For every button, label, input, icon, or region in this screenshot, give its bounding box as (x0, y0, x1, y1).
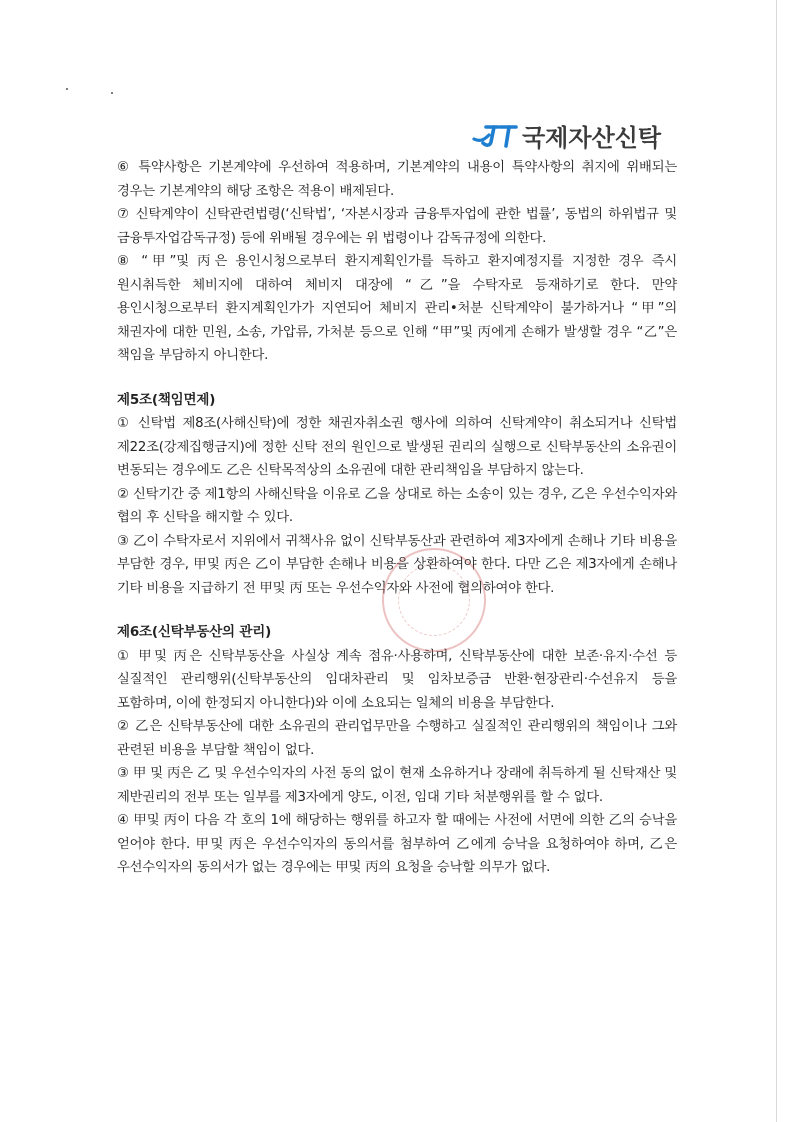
article-5-clause-1: ① 신탁법 제8조(사해신탁)에 정한 채권자취소권 행사에 의하여 신탁계약이 취소되거나 신탁법 제22조(강제집행금지)에 정한 신탁 전의 원인으로 발생된 권리의 실행으로 신탁부동산의 소유권이 변동되는 경우에도 乙은 신탁목적상의 소유권에 대한 관리책임을 부담하지 않는다. (117, 416, 677, 478)
article-5-clause-2: ② 신탁기간 중 제1항의 사해신탁을 이유로 乙을 상대로 하는 소송이 있는 경우, 乙은 우선수익자와 협의 후 신탁을 해지할 수 있다. (117, 486, 677, 525)
scan-speck (111, 92, 113, 94)
scan-speck (66, 88, 68, 90)
article-6-clause-4: ④ 甲및 丙이 다음 각 호의 1에 해당하는 행위를 하고자 할 때에는 사전에 서면에 의한 乙의 승낙을 얻어야 한다. 甲및 丙은 우선수익자의 동의서를 첨부하여 乙에게 승낙을 요청하여야 하며, 乙은 우선수익자의 동의서가 없는 경우에는 甲및 丙의 요청을 승낙할 의무가 없다. (117, 813, 677, 875)
article-5-title: 제5조(책임면제) (117, 391, 216, 408)
clause-7-laws: ⑦ 신탁계약이 신탁관련법령(‘신탁법’, ‘자본시장과 금융투자업에 관한 법률’, 동법의 하위법규 및 금융투자업감독규정) 등에 위배될 경우에는 위 법령이나 감독규정에 의한다. (117, 207, 677, 246)
company-logo-icon (472, 122, 518, 148)
document-body (117, 156, 677, 880)
page-edge-line (776, 0, 777, 1122)
article-6-clause-3: ③ 甲 및 丙은 乙 및 우선수익자의 사전 동의 없이 현재 소유하거나 장래에 취득하게 될 신탁재산 및 제반권리의 전부 또는 일부를 제3자에게 양도, 이전, 임대 기타 처분행위를 할 수 없다. (117, 766, 677, 805)
article-6-clause-2: ② 乙은 신탁부동산에 대한 소유권의 관리업무만을 수행하고 실질적인 관리행위의 책임이나 그와 관련된 비용을 부담할 책임이 없다. (117, 719, 677, 758)
article-5-clause-3: ③ 乙이 수탁자로서 지위에서 귀책사유 없이 신탁부동산과 관련하여 제3자에게 손해나 기타 비용을 부담한 경우, 甲및 丙은 乙이 부담한 손해나 비용을 상환하여야 한다. 다만 乙은 제3자에게 손해나 기타 비용을 지급하기 전 甲및 丙 또는 우선수익자와 사전에 협의하여야 한다. (117, 533, 677, 596)
article-6-clause-1: ① 甲및 丙은 신탁부동산을 사실상 계속 점유·사용하며, 신탁부동산에 대한 보존·유지·수선 등 실질적인 관리행위(신탁부동산의 임대차관리 및 임차보증금 반환·현장관리·수선유지 등을 포함하며, 이에 한정되지 아니한다)와 이에 소요되는 일체의 비용을 부담한다. (117, 648, 677, 711)
clause-6-special-terms: ⑥ 특약사항은 기본계약에 우선하여 적용하며, 기본계약의 내용이 특약사항의 취지에 위배되는 경우는 기본계약의 해당 조항은 적용이 배제된다. (117, 160, 677, 199)
company-name: 국제자산신탁 (522, 123, 662, 152)
company-logo (472, 118, 661, 152)
article-6-title: 제6조(신탁부동산의 관리) (117, 624, 272, 640)
clause-8-land-readjustment: ⑧ “甲”및 丙은 용인시청으로부터 환지계획인가를 득하고 환지예정지를 지정한 경우 즉시 원시취득한 체비지에 대하여 체비지 대장에 “乙”을 수탁자로 등재하기로 한다. 만약 용인시청으로부터 환지계획인가가 지연되어 체비지 관리•처분 신탁계약이 불가하거나 “甲”의 채권자에 대한 민원, 소송, 가압류, 가처분 등으로 인해 “甲”및 丙에게 손해가 발생할 경우 “乙”은 책임을 부담하지 아니한다. (117, 254, 677, 363)
